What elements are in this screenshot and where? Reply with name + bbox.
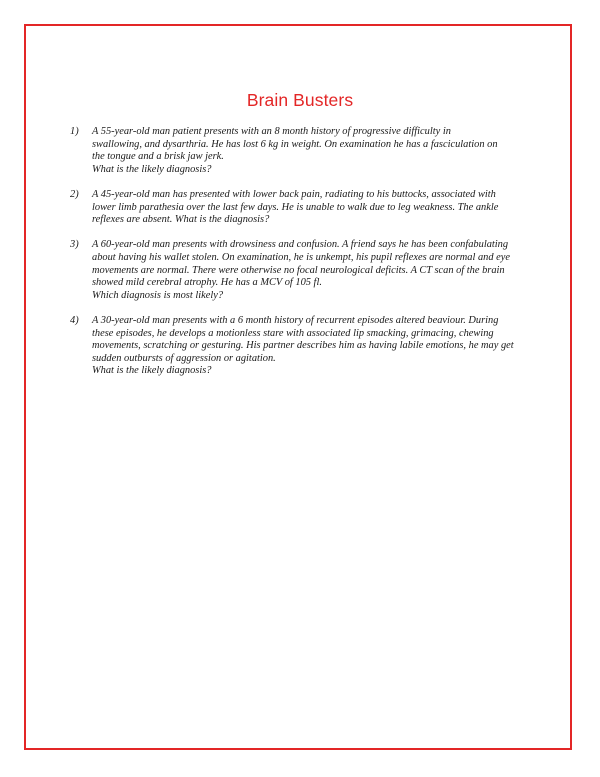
question-3: [70, 239, 544, 302]
question-text-line: A 45-year-old man has presented with lower back pain, radiating to his buttocks, associated with: [92, 188, 496, 200]
question-text-line: sudden outbursts of aggression or agitation.: [92, 352, 276, 364]
page-title: Brain Busters: [246, 90, 354, 110]
question-number: 4): [70, 314, 79, 326]
question-text-line: about having his wallet stolen. On examination, he is unkempt, his pupil reflexes are normal and eye: [92, 251, 510, 263]
question-number: 1): [70, 126, 79, 137]
question-text-line: A 30-year-old man presents with a 6 month history of recurrent episodes altered beaviour. During: [92, 314, 499, 326]
question-text-line: lower limb parathesia over the last few days. He is unable to walk due to leg weakness. The ankle: [92, 201, 499, 213]
question-text-line: A 60-year-old man presents with drowsiness and confusion. A friend says he has been confabulating: [92, 239, 509, 251]
question-prompt: Which diagnosis is most likely?: [92, 289, 224, 301]
question-text-line: these episodes, he develops a motionless stare with associated lip smacking, grimacing, chewing: [92, 327, 494, 339]
question-text-line: the tongue and a brisk jaw jerk.: [92, 151, 224, 163]
question-prompt: What is the likely diagnosis?: [92, 163, 212, 175]
question-prompt: reflexes are absent. What is the diagnosis?: [92, 214, 270, 226]
question-prompt: What is the likely diagnosis?: [92, 365, 212, 377]
question-text-line: showed mild cerebral atrophy. He has a MCV of 105 fl.: [92, 277, 322, 289]
question-text-line: A 55-year-old man patient presents with an 8 month history of progressive difficulty in: [92, 126, 451, 137]
question-list: [70, 126, 544, 390]
question-number: 2): [70, 188, 79, 200]
question-text-line: movements, scratching or gesturing. His partner describes him as having labile emotions, he may get: [92, 340, 514, 352]
question-4: [70, 315, 544, 378]
question-number: 3): [70, 239, 79, 251]
question-2: [70, 189, 544, 227]
question-text-line: swallowing, and dysarthria. He has lost 6 kg in weight. On examination he has a fasciculation on: [92, 138, 498, 150]
question-text-line: movements are normal. There were otherwise no focal neurological deficits. A CT scan of the brain: [92, 264, 505, 276]
question-1: [70, 126, 544, 176]
